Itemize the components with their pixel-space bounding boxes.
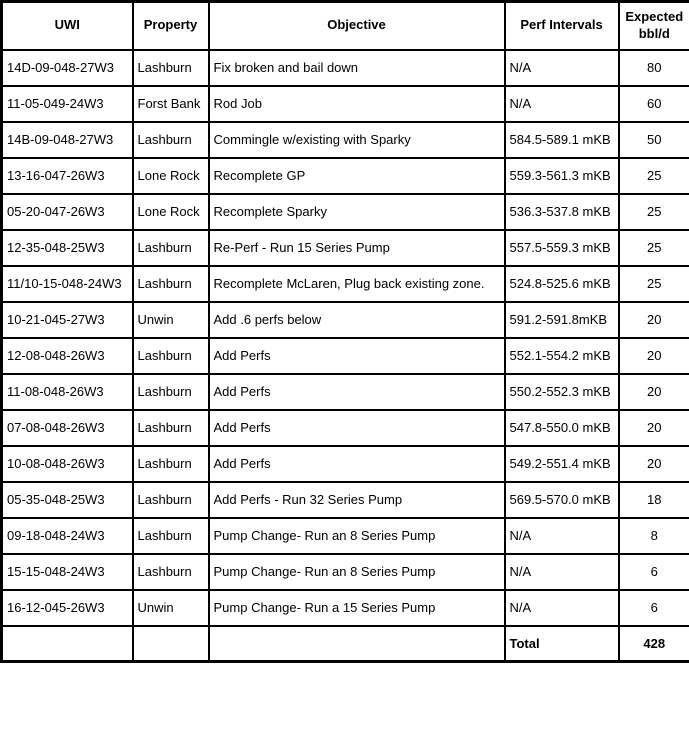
cell-uwi: 13-16-047-26W3 xyxy=(2,158,133,194)
cell-property: Lashburn xyxy=(133,266,209,302)
cell-objective: Pump Change- Run an 8 Series Pump xyxy=(209,554,505,590)
table-footer xyxy=(2,626,689,662)
header-expected-bbld: Expected bbl/d xyxy=(619,2,689,50)
table-row xyxy=(2,518,689,554)
cell-expected: 25 xyxy=(619,158,689,194)
cell-expected: 20 xyxy=(619,338,689,374)
cell-uwi: 14D-09-048-27W3 xyxy=(2,50,133,86)
table-row xyxy=(2,266,689,302)
cell-perf-intervals: 550.2-552.3 mKB xyxy=(505,374,619,410)
cell-perf-intervals: N/A xyxy=(505,50,619,86)
cell-objective: Recomplete Sparky xyxy=(209,194,505,230)
table-row xyxy=(2,374,689,410)
cell-objective-empty xyxy=(209,626,505,662)
cell-property-empty xyxy=(133,626,209,662)
table-row xyxy=(2,86,689,122)
cell-perf-intervals: 547.8-550.0 mKB xyxy=(505,410,619,446)
table-header xyxy=(2,2,689,50)
table-row xyxy=(2,122,689,158)
cell-perf-intervals: N/A xyxy=(505,86,619,122)
cell-property: Lashburn xyxy=(133,374,209,410)
cell-property: Lashburn xyxy=(133,482,209,518)
cell-uwi: 11/10-15-048-24W3 xyxy=(2,266,133,302)
table-row xyxy=(2,482,689,518)
cell-uwi: 07-08-048-26W3 xyxy=(2,410,133,446)
cell-expected: 20 xyxy=(619,302,689,338)
header-uwi: UWI xyxy=(2,2,133,50)
cell-perf-intervals: 549.2-551.4 mKB xyxy=(505,446,619,482)
table-row xyxy=(2,302,689,338)
cell-expected: 18 xyxy=(619,482,689,518)
cell-objective: Commingle w/existing with Sparky xyxy=(209,122,505,158)
header-property: Property xyxy=(133,2,209,50)
total-value: 428 xyxy=(619,626,689,662)
cell-objective: Recomplete GP xyxy=(209,158,505,194)
cell-perf-intervals: N/A xyxy=(505,554,619,590)
cell-uwi: 05-20-047-26W3 xyxy=(2,194,133,230)
cell-perf-intervals: 591.2-591.8mKB xyxy=(505,302,619,338)
cell-expected: 25 xyxy=(619,266,689,302)
cell-property: Unwin xyxy=(133,590,209,626)
cell-uwi: 12-08-048-26W3 xyxy=(2,338,133,374)
cell-perf-intervals: N/A xyxy=(505,590,619,626)
cell-objective: Add Perfs xyxy=(209,338,505,374)
cell-perf-intervals: N/A xyxy=(505,518,619,554)
cell-expected: 60 xyxy=(619,86,689,122)
table-row xyxy=(2,590,689,626)
cell-uwi: 05-35-048-25W3 xyxy=(2,482,133,518)
cell-property: Lashburn xyxy=(133,230,209,266)
cell-property: Lone Rock xyxy=(133,158,209,194)
cell-expected: 20 xyxy=(619,446,689,482)
cell-uwi: 15-15-048-24W3 xyxy=(2,554,133,590)
total-row xyxy=(2,626,689,662)
cell-uwi: 10-08-048-26W3 xyxy=(2,446,133,482)
table-body xyxy=(2,50,689,626)
table-row xyxy=(2,230,689,266)
cell-uwi: 14B-09-048-27W3 xyxy=(2,122,133,158)
cell-objective: Add Perfs xyxy=(209,410,505,446)
cell-objective: Add Perfs xyxy=(209,446,505,482)
cell-objective: Add .6 perfs below xyxy=(209,302,505,338)
header-perf-intervals: Perf Intervals xyxy=(505,2,619,50)
table-row xyxy=(2,554,689,590)
cell-perf-intervals: 584.5-589.1 mKB xyxy=(505,122,619,158)
cell-uwi: 16-12-045-26W3 xyxy=(2,590,133,626)
cell-perf-intervals: 569.5-570.0 mKB xyxy=(505,482,619,518)
table-row xyxy=(2,158,689,194)
cell-objective: Fix broken and bail down xyxy=(209,50,505,86)
table-row xyxy=(2,446,689,482)
cell-perf-intervals: 536.3-537.8 mKB xyxy=(505,194,619,230)
cell-expected: 6 xyxy=(619,554,689,590)
cell-objective: Pump Change- Run a 15 Series Pump xyxy=(209,590,505,626)
cell-objective: Recomplete McLaren, Plug back existing zone. xyxy=(209,266,505,302)
cell-expected: 80 xyxy=(619,50,689,86)
cell-uwi: 12-35-048-25W3 xyxy=(2,230,133,266)
header-objective: Objective xyxy=(209,2,505,50)
table-row xyxy=(2,410,689,446)
cell-perf-intervals: 559.3-561.3 mKB xyxy=(505,158,619,194)
cell-objective: Add Perfs - Run 32 Series Pump xyxy=(209,482,505,518)
total-label: Total xyxy=(505,626,619,662)
cell-expected: 25 xyxy=(619,194,689,230)
cell-property: Lashburn xyxy=(133,122,209,158)
cell-uwi: 11-05-049-24W3 xyxy=(2,86,133,122)
cell-expected: 20 xyxy=(619,374,689,410)
table-row xyxy=(2,338,689,374)
cell-expected: 8 xyxy=(619,518,689,554)
cell-expected: 6 xyxy=(619,590,689,626)
table-row xyxy=(2,50,689,86)
cell-expected: 50 xyxy=(619,122,689,158)
header-row xyxy=(2,2,689,50)
cell-uwi: 10-21-045-27W3 xyxy=(2,302,133,338)
cell-property: Lashburn xyxy=(133,50,209,86)
cell-property: Lashburn xyxy=(133,410,209,446)
cell-property: Unwin xyxy=(133,302,209,338)
cell-objective: Re-Perf - Run 15 Series Pump xyxy=(209,230,505,266)
cell-perf-intervals: 552.1-554.2 mKB xyxy=(505,338,619,374)
cell-perf-intervals: 524.8-525.6 mKB xyxy=(505,266,619,302)
cell-uwi-empty xyxy=(2,626,133,662)
cell-property: Lashburn xyxy=(133,338,209,374)
cell-property: Lashburn xyxy=(133,446,209,482)
cell-expected: 25 xyxy=(619,230,689,266)
cell-property: Lone Rock xyxy=(133,194,209,230)
cell-property: Forst Bank xyxy=(133,86,209,122)
cell-objective: Pump Change- Run an 8 Series Pump xyxy=(209,518,505,554)
cell-objective: Rod Job xyxy=(209,86,505,122)
cell-uwi: 11-08-048-26W3 xyxy=(2,374,133,410)
cell-perf-intervals: 557.5-559.3 mKB xyxy=(505,230,619,266)
cell-objective: Add Perfs xyxy=(209,374,505,410)
table-row xyxy=(2,194,689,230)
cell-property: Lashburn xyxy=(133,554,209,590)
cell-expected: 20 xyxy=(619,410,689,446)
cell-property: Lashburn xyxy=(133,518,209,554)
cell-uwi: 09-18-048-24W3 xyxy=(2,518,133,554)
